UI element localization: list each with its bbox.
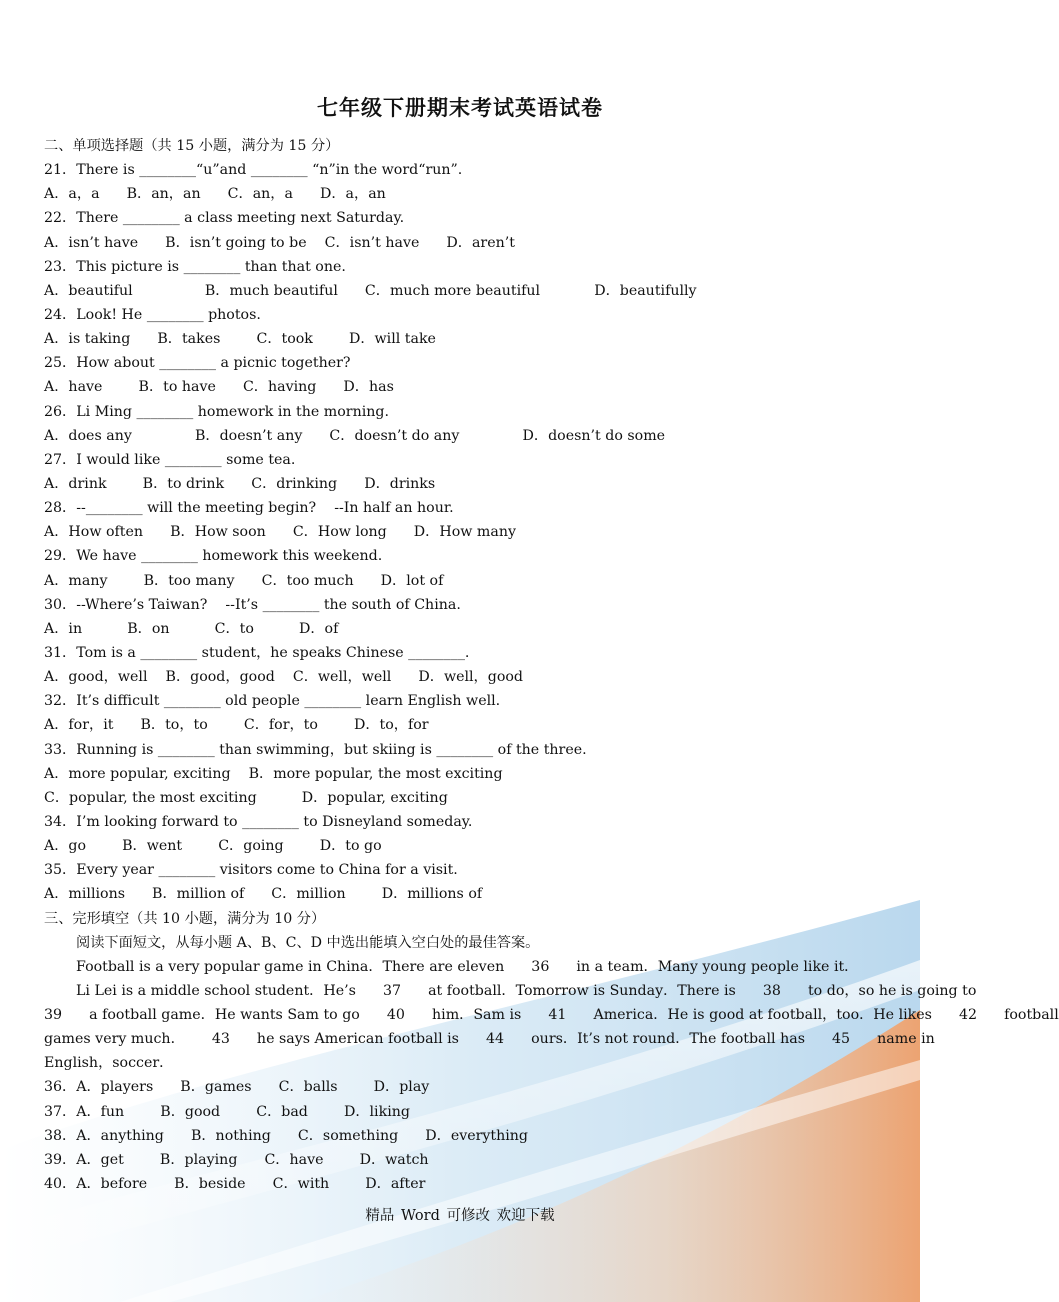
options-27: A．drink B．to drink C．drinking D．drinks — [44, 475, 436, 492]
options-30: A．in B．on C．to D．of — [44, 620, 339, 637]
options-31: A．good，well B．good，good C．well，well D．well，good — [44, 669, 523, 686]
options-33-a: A．more popular, exciting B．more popular, the most exciting — [44, 765, 503, 782]
question-35: 35．Every year ________ visitors come to China for a visit. — [44, 862, 458, 879]
question-25: 25．How about ________ a picnic together? — [44, 355, 351, 372]
options-36: 36．A．players B．games C．balls D．play — [44, 1079, 430, 1096]
options-28: A．How often B．How soon C．How long D．How many — [44, 524, 516, 541]
options-26: A．does any B．doesn’t any C．doesn’t do any D．doesn’t do some — [44, 427, 666, 444]
options-23: A．beautiful B．much beautiful C．much more beautiful D．beautifully — [44, 282, 697, 299]
options-37: 37．A．fun B．good C．bad D．liking — [44, 1103, 410, 1120]
question-28: 28．--________ will the meeting begin? --In half an hour. — [44, 500, 454, 517]
question-21: 21．There is ________“u”and ________ “n”in the word“run”. — [44, 162, 463, 179]
options-25: A．have B．to have C．having D．has — [44, 379, 394, 396]
question-23: 23．This picture is ________ than that one. — [44, 258, 346, 275]
options-24: A．is taking B．takes C．took D．will take — [44, 331, 436, 348]
question-33: 33．Running is ________ than swimming，but skiing is ________ of the three. — [44, 741, 587, 758]
question-24: 24．Look! He ________ photos. — [44, 306, 261, 323]
passage-line: Football is a very popular game in China．There are eleven 36 in a team．Many young people like it． — [76, 958, 859, 975]
question-32: 32．It’s difficult ________ old people ________ learn English well. — [44, 693, 501, 710]
options-40: 40．A．before B．beside C．with D．after — [44, 1176, 426, 1193]
question-27: 27．I would like ________ some tea. — [44, 451, 296, 468]
section-header: 二、单项选择题（共 15 小题，满分为 15 分） — [44, 138, 340, 154]
question-30: 30．--Where’s Taiwan? --It’s ________ the south of China. — [44, 596, 461, 613]
section-header: 三、完形填空（共 10 小题，满分为 10 分） — [44, 910, 326, 927]
options-22: A．isn’t have B．isn’t going to be C．isn’t have D．aren’t — [44, 234, 515, 251]
question-29: 29．We have ________ homework this weekend. — [44, 548, 383, 565]
options-38: 38．A．anything B．nothing C．something D．everything — [44, 1127, 529, 1144]
passage-line: 39 a football game．He wants Sam to go 40 him．Sam is 41 America．He is good at football，too．He likes 42 football — [44, 1007, 1059, 1024]
options-35: A．millions B．million of C．million D．millions of — [44, 886, 483, 903]
page-footer: 精品 Word 可修改 欢迎下载 — [365, 1208, 555, 1224]
options-34: A．go B．went C．going D．to go — [44, 838, 382, 855]
page-title: 七年级下册期末考试英语试卷 — [317, 96, 603, 120]
options-32: A．for，it B．to，to C．for，to D．to，for — [44, 717, 429, 734]
question-22: 22．There ________ a class meeting next Saturday. — [44, 210, 405, 227]
question-26: 26．Li Ming ________ homework in the morning. — [44, 403, 389, 420]
instructions: 阅读下面短文，从每小题 A、B、C、D 中选出能填入空白处的最佳答案。 — [76, 934, 540, 951]
options-39: 39．A．get B．playing C．have D．watch — [44, 1151, 429, 1168]
options-33-b: C．popular, the most exciting D．popular, exciting — [44, 789, 448, 806]
options-29: A．many B．too many C．too much D．lot of — [44, 572, 444, 589]
document-body — [44, 134, 1059, 1196]
question-34: 34．I’m looking forward to ________ to Disneyland someday. — [44, 813, 473, 830]
passage-line: Li Lei is a middle school student．He’s 37 at football．Tomorrow is Sunday．There is 38 to do，so he is going to — [76, 982, 977, 999]
passage-line: games very much． 43 he says American football is 44 ours．It’s not round．The football has 45 name in — [44, 1031, 935, 1048]
question-31: 31．Tom is a ________ student，he speaks Chinese ________. — [44, 644, 470, 661]
options-21: A．a，a B．an，an C．an，a D．a，an — [44, 186, 386, 203]
passage-line: English，soccer． — [44, 1055, 174, 1072]
